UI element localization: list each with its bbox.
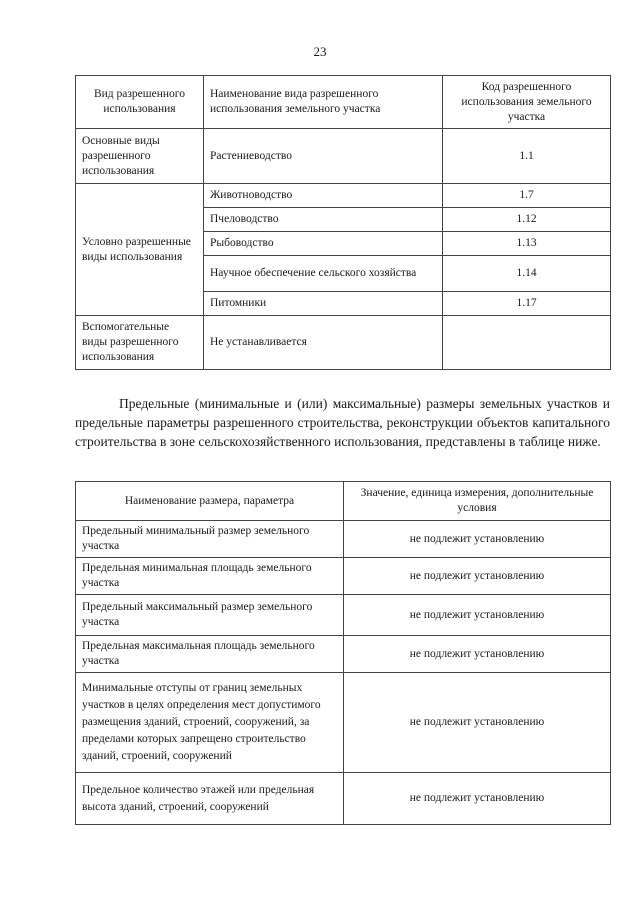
col-header-use-code: Код разрешенного использования земельного участка bbox=[443, 76, 611, 129]
parameter-value-cell: не подлежит установлению bbox=[344, 673, 611, 773]
use-name-cell: Научное обеспечение сельского хозяйства bbox=[204, 256, 443, 292]
table-row bbox=[76, 636, 611, 673]
use-type-cell: Вспомогательные виды разрешенного использования bbox=[76, 316, 204, 370]
col-header-value: Значение, единица измерения, дополнительные условия bbox=[344, 482, 611, 521]
body-paragraph: Предельные (минимальные и (или) максимальные) размеры земельных участков и предельные параметры разрешенного строительства, реконструкции объектов капитального строительства в зоне сельскохозяйственного использования, представлены в таблице ниже. bbox=[75, 396, 610, 449]
use-name-cell: Растениеводство bbox=[204, 129, 443, 184]
table-row bbox=[76, 521, 611, 558]
use-code-cell: 1.17 bbox=[443, 292, 611, 316]
use-name-cell: Пчеловодство bbox=[204, 208, 443, 232]
use-code-cell: 1.14 bbox=[443, 256, 611, 292]
table-row bbox=[76, 595, 611, 636]
table-header-row bbox=[76, 482, 611, 521]
col-header-use-name: Наименование вида разрешенного использования земельного участка bbox=[204, 76, 443, 129]
use-code-cell bbox=[443, 316, 611, 370]
table-row bbox=[76, 129, 611, 184]
table-row bbox=[76, 558, 611, 595]
parameter-name-cell: Предельная максимальная площадь земельного участка bbox=[76, 636, 344, 673]
use-code-cell: 1.12 bbox=[443, 208, 611, 232]
use-code-cell: 1.13 bbox=[443, 232, 611, 256]
use-name-cell: Питомники bbox=[204, 292, 443, 316]
table-row bbox=[76, 316, 611, 370]
parameter-name-cell: Предельный минимальный размер земельного участка bbox=[76, 521, 344, 558]
parameters-table bbox=[75, 481, 611, 825]
use-name-cell: Не устанавливается bbox=[204, 316, 443, 370]
parameter-value-cell: не подлежит установлению bbox=[344, 636, 611, 673]
table-row bbox=[76, 184, 611, 208]
permitted-use-table bbox=[75, 75, 611, 370]
col-header-use-type: Вид разрешенного использования bbox=[76, 76, 204, 129]
parameter-name-cell: Предельный максимальный размер земельного участка bbox=[76, 595, 344, 636]
use-name-cell: Рыбоводство bbox=[204, 232, 443, 256]
parameter-value-cell: не подлежит установлению bbox=[344, 773, 611, 825]
parameter-name-cell: Предельное количество этажей или предельная высота зданий, строений, сооружений bbox=[76, 773, 344, 825]
use-code-cell: 1.1 bbox=[443, 129, 611, 184]
col-header-parameter: Наименование размера, параметра bbox=[76, 482, 344, 521]
parameter-value-cell: не подлежит установлению bbox=[344, 558, 611, 595]
table-row bbox=[76, 673, 611, 773]
use-code-cell: 1.7 bbox=[443, 184, 611, 208]
table-row bbox=[76, 773, 611, 825]
use-name-cell: Животноводство bbox=[204, 184, 443, 208]
parameter-name-cell: Минимальные отступы от границ земельных участков в целях определения мест допустимого размещения зданий, строений, сооружений, за пределами которых запрещено строительство зданий, строений, сооружений bbox=[76, 673, 344, 773]
table-header-row bbox=[76, 76, 611, 129]
use-type-cell: Основные виды разрешенного использования bbox=[76, 129, 204, 184]
parameter-name-cell: Предельная минимальная площадь земельного участка bbox=[76, 558, 344, 595]
parameter-value-cell: не подлежит установлению bbox=[344, 595, 611, 636]
parameter-value-cell: не подлежит установлению bbox=[344, 521, 611, 558]
page-number: 23 bbox=[313, 44, 327, 59]
use-type-cell: Условно разрешенные виды использования bbox=[76, 184, 204, 316]
